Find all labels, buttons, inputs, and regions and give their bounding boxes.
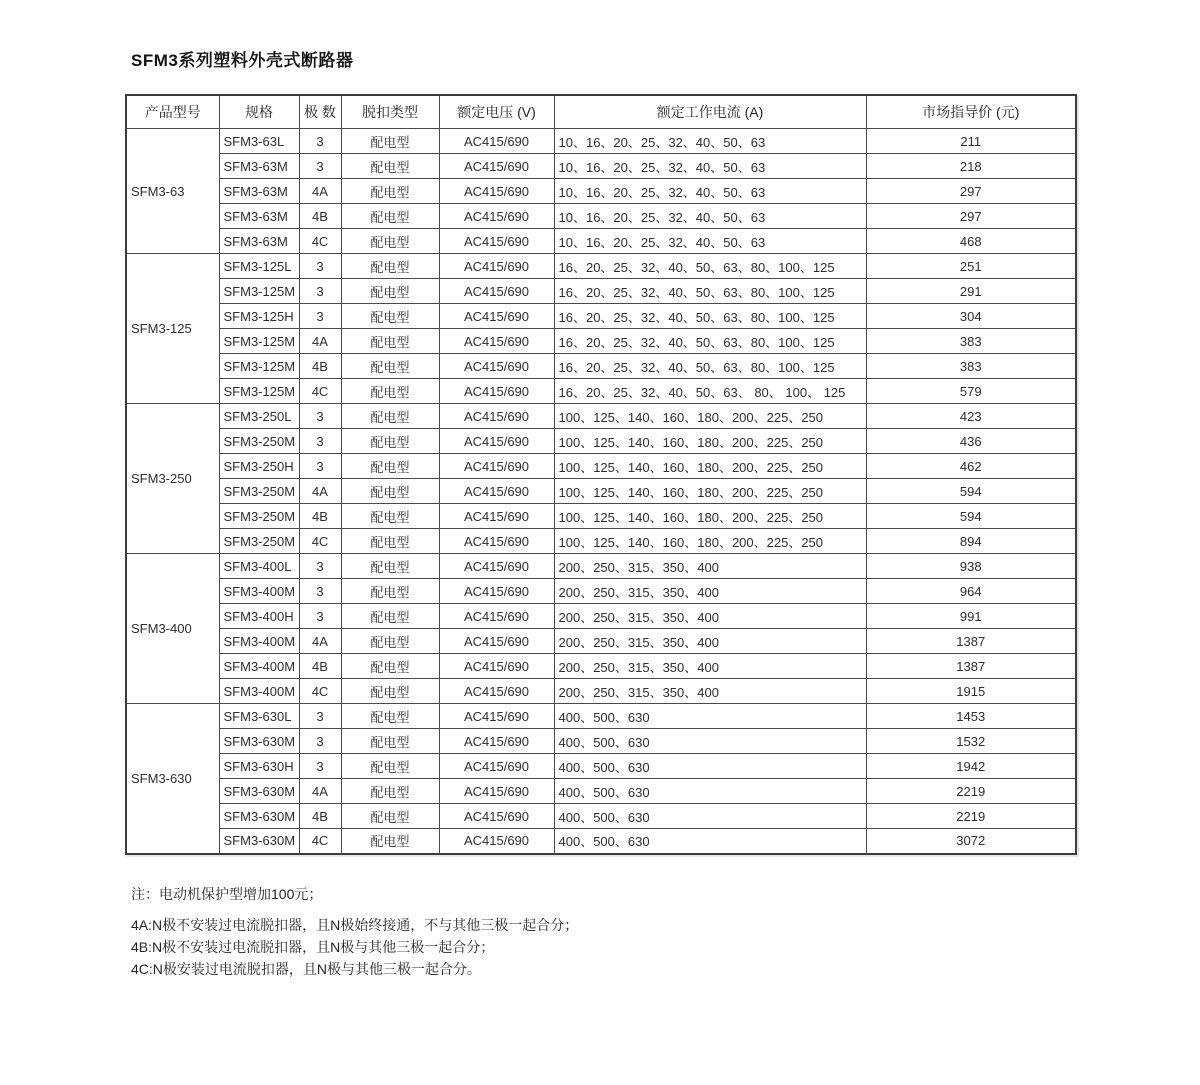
- cell-voltage: AC415/690: [439, 654, 554, 679]
- cell-voltage: AC415/690: [439, 229, 554, 254]
- cell-voltage: AC415/690: [439, 429, 554, 454]
- cell-price: 964: [866, 579, 1076, 604]
- cell-trip: 配电型: [341, 179, 439, 204]
- cell-poles: 4A: [299, 329, 341, 354]
- cell-price: 594: [866, 479, 1076, 504]
- cell-spec: SFM3-400M: [219, 679, 299, 704]
- cell-current: 10、16、20、25、32、40、50、63: [554, 204, 866, 229]
- cell-price: 423: [866, 404, 1076, 429]
- cell-poles: 4C: [299, 229, 341, 254]
- cell-trip: 配电型: [341, 579, 439, 604]
- cell-trip: 配电型: [341, 729, 439, 754]
- cell-poles: 4A: [299, 629, 341, 654]
- cell-trip: 配电型: [341, 754, 439, 779]
- cell-spec: SFM3-630M: [219, 779, 299, 804]
- cell-trip: 配电型: [341, 654, 439, 679]
- header-cell-current: 额定工作电流 (A): [554, 95, 866, 129]
- table-row: [126, 779, 1076, 804]
- cell-current: 16、20、25、32、40、50、63、80、100、125: [554, 354, 866, 379]
- note-general: 注：电动机保护型增加100元；: [131, 886, 323, 902]
- table-row: [126, 479, 1076, 504]
- cell-spec: SFM3-63L: [219, 129, 299, 154]
- cell-trip: 配电型: [341, 129, 439, 154]
- cell-price: 291: [866, 279, 1076, 304]
- cell-current: 10、16、20、25、32、40、50、63: [554, 229, 866, 254]
- cell-voltage: AC415/690: [439, 404, 554, 429]
- cell-current: 200、250、315、350、400: [554, 679, 866, 704]
- cell-trip: 配电型: [341, 304, 439, 329]
- table-row: [126, 754, 1076, 779]
- cell-spec: SFM3-400L: [219, 554, 299, 579]
- cell-current: 200、250、315、350、400: [554, 554, 866, 579]
- cell-poles: 3: [299, 754, 341, 779]
- cell-voltage: AC415/690: [439, 279, 554, 304]
- cell-voltage: AC415/690: [439, 379, 554, 404]
- cell-voltage: AC415/690: [439, 479, 554, 504]
- table-row: [126, 404, 1076, 429]
- cell-spec: SFM3-250M: [219, 429, 299, 454]
- cell-poles: 4A: [299, 779, 341, 804]
- cell-poles: 4C: [299, 829, 341, 854]
- cell-price: 468: [866, 229, 1076, 254]
- header-cell-model: 产品型号: [126, 95, 219, 129]
- cell-current: 200、250、315、350、400: [554, 604, 866, 629]
- cell-trip: 配电型: [341, 404, 439, 429]
- cell-price: 297: [866, 204, 1076, 229]
- cell-current: 16、20、25、32、40、50、63、 80、 100、 125: [554, 379, 866, 404]
- cell-voltage: AC415/690: [439, 529, 554, 554]
- table-header: [126, 95, 1076, 129]
- cell-current: 100、125、140、160、180、200、225、250: [554, 454, 866, 479]
- cell-voltage: AC415/690: [439, 604, 554, 629]
- cell-trip: 配电型: [341, 329, 439, 354]
- cell-voltage: AC415/690: [439, 554, 554, 579]
- cell-poles: 3: [299, 304, 341, 329]
- cell-current: 400、500、630: [554, 704, 866, 729]
- cell-current: 10、16、20、25、32、40、50、63: [554, 179, 866, 204]
- cell-trip: 配电型: [341, 154, 439, 179]
- cell-poles: 3: [299, 604, 341, 629]
- cell-current: 100、125、140、160、180、200、225、250: [554, 479, 866, 504]
- cell-trip: 配电型: [341, 629, 439, 654]
- cell-trip: 配电型: [341, 679, 439, 704]
- cell-spec: SFM3-400M: [219, 579, 299, 604]
- note-4a: 4A:N极不安装过电流脱扣器，且N极始终接通，不与其他三极一起合分；: [131, 917, 579, 933]
- cell-poles: 4C: [299, 379, 341, 404]
- cell-price: 304: [866, 304, 1076, 329]
- cell-current: 400、500、630: [554, 804, 866, 829]
- table-row: [126, 804, 1076, 829]
- cell-voltage: AC415/690: [439, 304, 554, 329]
- table-row: [126, 304, 1076, 329]
- cell-poles: 4A: [299, 179, 341, 204]
- header-cell-voltage: 额定电压 (V): [439, 95, 554, 129]
- table-row: [126, 229, 1076, 254]
- cell-trip: 配电型: [341, 279, 439, 304]
- table-row: [126, 729, 1076, 754]
- cell-spec: SFM3-630H: [219, 754, 299, 779]
- table-row: [126, 154, 1076, 179]
- cell-current: 16、20、25、32、40、50、63、80、100、125: [554, 304, 866, 329]
- cell-spec: SFM3-630L: [219, 704, 299, 729]
- cell-voltage: AC415/690: [439, 679, 554, 704]
- cell-price: 436: [866, 429, 1076, 454]
- header-cell-poles: 极 数: [299, 95, 341, 129]
- table-row: [126, 829, 1076, 854]
- cell-voltage: AC415/690: [439, 154, 554, 179]
- cell-trip: 配电型: [341, 604, 439, 629]
- cell-current: 100、125、140、160、180、200、225、250: [554, 504, 866, 529]
- cell-spec: SFM3-400M: [219, 629, 299, 654]
- cell-spec: SFM3-63M: [219, 229, 299, 254]
- cell-trip: 配电型: [341, 504, 439, 529]
- cell-spec: SFM3-250M: [219, 479, 299, 504]
- cell-price: 991: [866, 604, 1076, 629]
- cell-price: 594: [866, 504, 1076, 529]
- cell-trip: 配电型: [341, 354, 439, 379]
- cell-trip: 配电型: [341, 254, 439, 279]
- table-row: [126, 129, 1076, 154]
- cell-spec: SFM3-63M: [219, 179, 299, 204]
- table-row: [126, 679, 1076, 704]
- cell-current: 400、500、630: [554, 829, 866, 854]
- table-row: [126, 429, 1076, 454]
- footnotes: [131, 883, 578, 980]
- cell-spec: SFM3-125M: [219, 379, 299, 404]
- cell-spec: SFM3-63M: [219, 154, 299, 179]
- table-row: [126, 204, 1076, 229]
- cell-model: SFM3-125: [126, 254, 219, 404]
- cell-price: 2219: [866, 779, 1076, 804]
- cell-poles: 3: [299, 429, 341, 454]
- cell-trip: 配电型: [341, 454, 439, 479]
- cell-current: 16、20、25、32、40、50、63、80、100、125: [554, 254, 866, 279]
- cell-model: SFM3-400: [126, 554, 219, 704]
- price-table: [125, 94, 1077, 855]
- cell-trip: 配电型: [341, 429, 439, 454]
- cell-model: SFM3-63: [126, 129, 219, 254]
- cell-price: 297: [866, 179, 1076, 204]
- cell-voltage: AC415/690: [439, 629, 554, 654]
- cell-trip: 配电型: [341, 779, 439, 804]
- cell-price: 1942: [866, 754, 1076, 779]
- cell-poles: 3: [299, 579, 341, 604]
- cell-poles: 4C: [299, 529, 341, 554]
- cell-price: 2219: [866, 804, 1076, 829]
- note-4c: 4C:N极安装过电流脱扣器，且N极与其他三极一起合分。: [131, 961, 482, 977]
- table-row: [126, 604, 1076, 629]
- cell-current: 10、16、20、25、32、40、50、63: [554, 129, 866, 154]
- table-row: [126, 454, 1076, 479]
- cell-current: 16、20、25、32、40、50、63、80、100、125: [554, 329, 866, 354]
- cell-price: 251: [866, 254, 1076, 279]
- cell-price: 579: [866, 379, 1076, 404]
- cell-spec: SFM3-630M: [219, 829, 299, 854]
- cell-voltage: AC415/690: [439, 254, 554, 279]
- cell-price: 462: [866, 454, 1076, 479]
- cell-poles: 3: [299, 154, 341, 179]
- cell-poles: 4A: [299, 479, 341, 504]
- cell-voltage: AC415/690: [439, 704, 554, 729]
- cell-poles: 4B: [299, 204, 341, 229]
- cell-price: 218: [866, 154, 1076, 179]
- cell-trip: 配电型: [341, 479, 439, 504]
- table-row: [126, 629, 1076, 654]
- cell-spec: SFM3-250L: [219, 404, 299, 429]
- cell-trip: 配电型: [341, 379, 439, 404]
- cell-voltage: AC415/690: [439, 804, 554, 829]
- cell-current: 100、125、140、160、180、200、225、250: [554, 529, 866, 554]
- cell-price: 1387: [866, 629, 1076, 654]
- cell-spec: SFM3-125H: [219, 304, 299, 329]
- cell-poles: 3: [299, 129, 341, 154]
- cell-poles: 4B: [299, 804, 341, 829]
- cell-current: 200、250、315、350、400: [554, 579, 866, 604]
- cell-price: 894: [866, 529, 1076, 554]
- cell-price: 1387: [866, 654, 1076, 679]
- table-row: [126, 704, 1076, 729]
- table-row: [126, 579, 1076, 604]
- cell-current: 16、20、25、32、40、50、63、80、100、125: [554, 279, 866, 304]
- cell-trip: 配电型: [341, 829, 439, 854]
- cell-voltage: AC415/690: [439, 779, 554, 804]
- cell-spec: SFM3-400H: [219, 604, 299, 629]
- header-cell-spec: 规格: [219, 95, 299, 129]
- cell-spec: SFM3-125L: [219, 254, 299, 279]
- cell-voltage: AC415/690: [439, 504, 554, 529]
- cell-trip: 配电型: [341, 804, 439, 829]
- cell-poles: 4B: [299, 504, 341, 529]
- cell-spec: SFM3-400M: [219, 654, 299, 679]
- table-row: [126, 179, 1076, 204]
- cell-price: 383: [866, 354, 1076, 379]
- cell-voltage: AC415/690: [439, 129, 554, 154]
- cell-poles: 3: [299, 404, 341, 429]
- cell-price: 383: [866, 329, 1076, 354]
- table-row: [126, 354, 1076, 379]
- cell-current: 100、125、140、160、180、200、225、250: [554, 404, 866, 429]
- cell-trip: 配电型: [341, 554, 439, 579]
- cell-voltage: AC415/690: [439, 204, 554, 229]
- header-cell-price: 市场指导价 (元): [866, 95, 1076, 129]
- cell-spec: SFM3-125M: [219, 329, 299, 354]
- cell-trip: 配电型: [341, 204, 439, 229]
- page-title: SFM3系列塑料外壳式断路器: [131, 51, 354, 70]
- cell-price: 3072: [866, 829, 1076, 854]
- cell-current: 400、500、630: [554, 779, 866, 804]
- note-4b: 4B:N极不安装过电流脱扣器，且N极与其他三极一起合分；: [131, 939, 495, 955]
- cell-spec: SFM3-250M: [219, 529, 299, 554]
- cell-poles: 3: [299, 729, 341, 754]
- cell-price: 938: [866, 554, 1076, 579]
- cell-spec: SFM3-250H: [219, 454, 299, 479]
- cell-poles: 3: [299, 279, 341, 304]
- cell-current: 100、125、140、160、180、200、225、250: [554, 429, 866, 454]
- cell-spec: SFM3-63M: [219, 204, 299, 229]
- cell-price: 1453: [866, 704, 1076, 729]
- cell-poles: 4B: [299, 354, 341, 379]
- cell-voltage: AC415/690: [439, 829, 554, 854]
- cell-current: 200、250、315、350、400: [554, 654, 866, 679]
- table-header-row: [126, 95, 1076, 129]
- cell-voltage: AC415/690: [439, 179, 554, 204]
- cell-spec: SFM3-630M: [219, 729, 299, 754]
- table-row: [126, 529, 1076, 554]
- table-row: [126, 554, 1076, 579]
- cell-spec: SFM3-125M: [219, 354, 299, 379]
- cell-voltage: AC415/690: [439, 729, 554, 754]
- cell-voltage: AC415/690: [439, 354, 554, 379]
- cell-price: 1532: [866, 729, 1076, 754]
- table-row: [126, 504, 1076, 529]
- cell-model: SFM3-250: [126, 404, 219, 554]
- table-row: [126, 279, 1076, 304]
- header-cell-trip: 脱扣类型: [341, 95, 439, 129]
- cell-poles: 4B: [299, 654, 341, 679]
- cell-spec: SFM3-250M: [219, 504, 299, 529]
- cell-spec: SFM3-630M: [219, 804, 299, 829]
- table-row: [126, 329, 1076, 354]
- table-body: [126, 129, 1076, 854]
- cell-trip: 配电型: [341, 529, 439, 554]
- cell-poles: 3: [299, 554, 341, 579]
- cell-price: 211: [866, 129, 1076, 154]
- cell-current: 400、500、630: [554, 754, 866, 779]
- cell-trip: 配电型: [341, 229, 439, 254]
- cell-poles: 4C: [299, 679, 341, 704]
- cell-current: 200、250、315、350、400: [554, 629, 866, 654]
- table-row: [126, 254, 1076, 279]
- cell-voltage: AC415/690: [439, 329, 554, 354]
- cell-model: SFM3-630: [126, 704, 219, 854]
- cell-trip: 配电型: [341, 704, 439, 729]
- cell-poles: 3: [299, 704, 341, 729]
- cell-current: 400、500、630: [554, 729, 866, 754]
- cell-poles: 3: [299, 454, 341, 479]
- cell-voltage: AC415/690: [439, 454, 554, 479]
- table-row: [126, 654, 1076, 679]
- cell-price: 1915: [866, 679, 1076, 704]
- cell-voltage: AC415/690: [439, 754, 554, 779]
- cell-poles: 3: [299, 254, 341, 279]
- cell-spec: SFM3-125M: [219, 279, 299, 304]
- cell-current: 10、16、20、25、32、40、50、63: [554, 154, 866, 179]
- table-row: [126, 379, 1076, 404]
- cell-voltage: AC415/690: [439, 579, 554, 604]
